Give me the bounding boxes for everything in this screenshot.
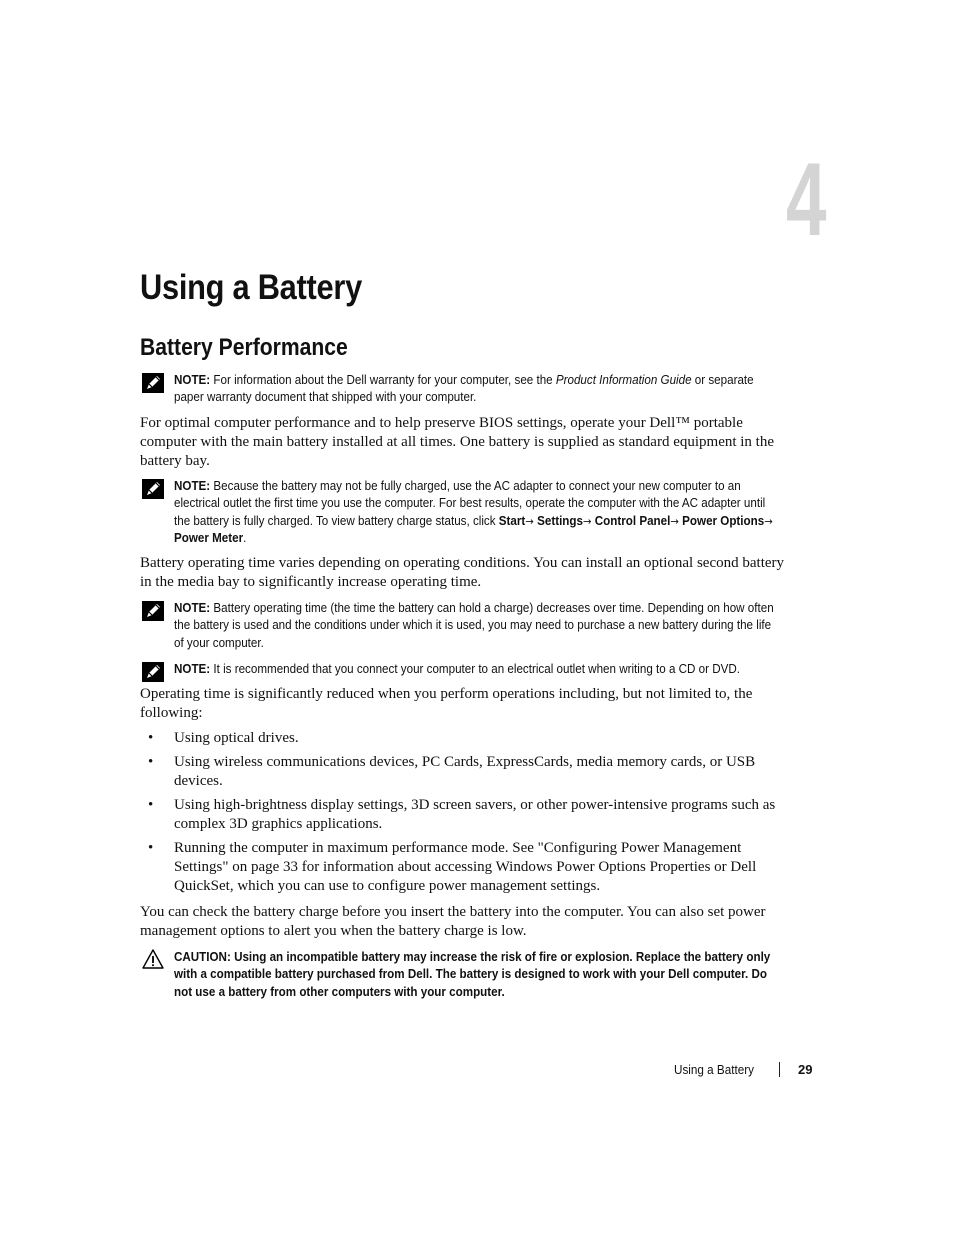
note-label: NOTE:: [174, 662, 211, 676]
pencil-note-icon: [142, 373, 164, 393]
list-item: • Using wireless communications devices, PC Cards, ExpressCards, media memory cards, or USB devices.: [148, 754, 756, 789]
paragraph-main-battery: For optimal computer performance and to help preserve BIOS settings, operate your Dell™ portable computer with the main battery installed at all times. One battery is supplied as standard equipment in the battery bay.: [140, 415, 775, 469]
note-text: Because the battery may not be fully charged, use the AC adapter to connect your new computer to an electrical outlet the first time you use the computer. For best results, operate the computer with the AC adapter until the battery is fully charged. To view battery charge status, click: [174, 479, 766, 528]
bullet-list: [140, 729, 790, 901]
footer-chapter-label: Using a Battery: [674, 1062, 754, 1077]
caution-label: CAUTION:: [174, 950, 231, 964]
note-text: Battery operating time (the time the battery can hold a charge) decreases over time. Depending on how often the battery is used and the conditions under which it is used, you may need to purchase a new battery during the life of your computer.: [174, 601, 774, 650]
note-battery-life: [140, 600, 796, 652]
guide-title: Product Information Guide: [555, 373, 692, 387]
pencil-note-icon: [142, 662, 164, 682]
paragraph-reduced-time: Operating time is significantly reduced when you perform operations including, but not limited to, the following:: [140, 686, 753, 721]
bullet-dot: •: [148, 840, 154, 856]
bullet-dot: •: [148, 797, 154, 813]
paragraph-operating-time: Battery operating time varies depending on operating conditions. You can install an optional second battery in the media bay to significantly increase operating time.: [140, 555, 785, 590]
chapter-number: 4: [786, 142, 827, 258]
chapter-title: Using a Battery: [140, 268, 362, 307]
menu-settings: Settings: [537, 513, 583, 528]
menu-power-options: Power Options: [682, 513, 765, 528]
menu-arrow: →: [764, 514, 773, 528]
menu-arrow: →: [670, 514, 679, 528]
page-number: 29: [798, 1062, 813, 1077]
note-label: NOTE:: [174, 601, 211, 615]
note-label: NOTE:: [174, 373, 211, 387]
section-title: Battery Performance: [140, 334, 348, 361]
menu-power-meter: Power Meter: [174, 530, 244, 545]
menu-start: Start: [498, 513, 526, 528]
note-label: NOTE:: [174, 479, 211, 493]
note-text: For information about the Dell warranty for your computer, see the: [213, 373, 556, 387]
menu-control-panel: Control Panel: [594, 513, 671, 528]
list-item: • Using high-brightness display settings, 3D screen savers, or other power-intensive programs such as complex 3D graphics applications.: [148, 797, 776, 832]
note-charge-status: NOTE: Because the battery may not be fully charged, use the AC adapter to connect your new computer to an electrical outlet the first time you use the computer. For best results, operate the computer with the AC adapter until the battery is fully charged. To view battery charge status, click Start→ Settings→ Control Panel→ Power Options→ Power Meter.: [140, 478, 796, 547]
note-cd-dvd: [140, 661, 796, 678]
list-item: • Using optical drives.: [148, 730, 299, 746]
note-warranty: [140, 372, 796, 407]
menu-arrow: →: [525, 514, 534, 528]
pencil-note-icon: [142, 601, 164, 621]
menu-arrow: →: [582, 514, 592, 528]
caution-text: Using an incompatible battery may increase the risk of fire or explosion. Replace the battery only with a compatible battery purchased from Dell. The battery is designed to work with your Dell computer. Do not use a battery from other computers with your computer.: [174, 950, 771, 999]
note-text: It is recommended that you connect your computer to an electrical outlet when writing to a CD or DVD.: [213, 662, 741, 676]
list-item: • Running the computer in maximum performance mode. See "Configuring Power Management Settings" on page 33 for information about accessing Windows Power Options Properties or Dell QuickSet, which you can use to configure power management settings.: [148, 840, 757, 894]
footer-divider: [779, 1062, 780, 1077]
warning-triangle-icon: [142, 949, 164, 969]
pencil-note-icon: [142, 479, 164, 499]
bullet-dot: •: [148, 754, 154, 770]
bullet-dot: •: [148, 730, 154, 746]
note-text-end: or separate paper warranty document that shipped with your computer.: [174, 373, 754, 405]
paragraph-check-charge: You can check the battery charge before you insert the battery into the computer. You can also set power management options to alert you when the battery charge is low.: [140, 904, 766, 939]
caution-box: [140, 949, 796, 1001]
